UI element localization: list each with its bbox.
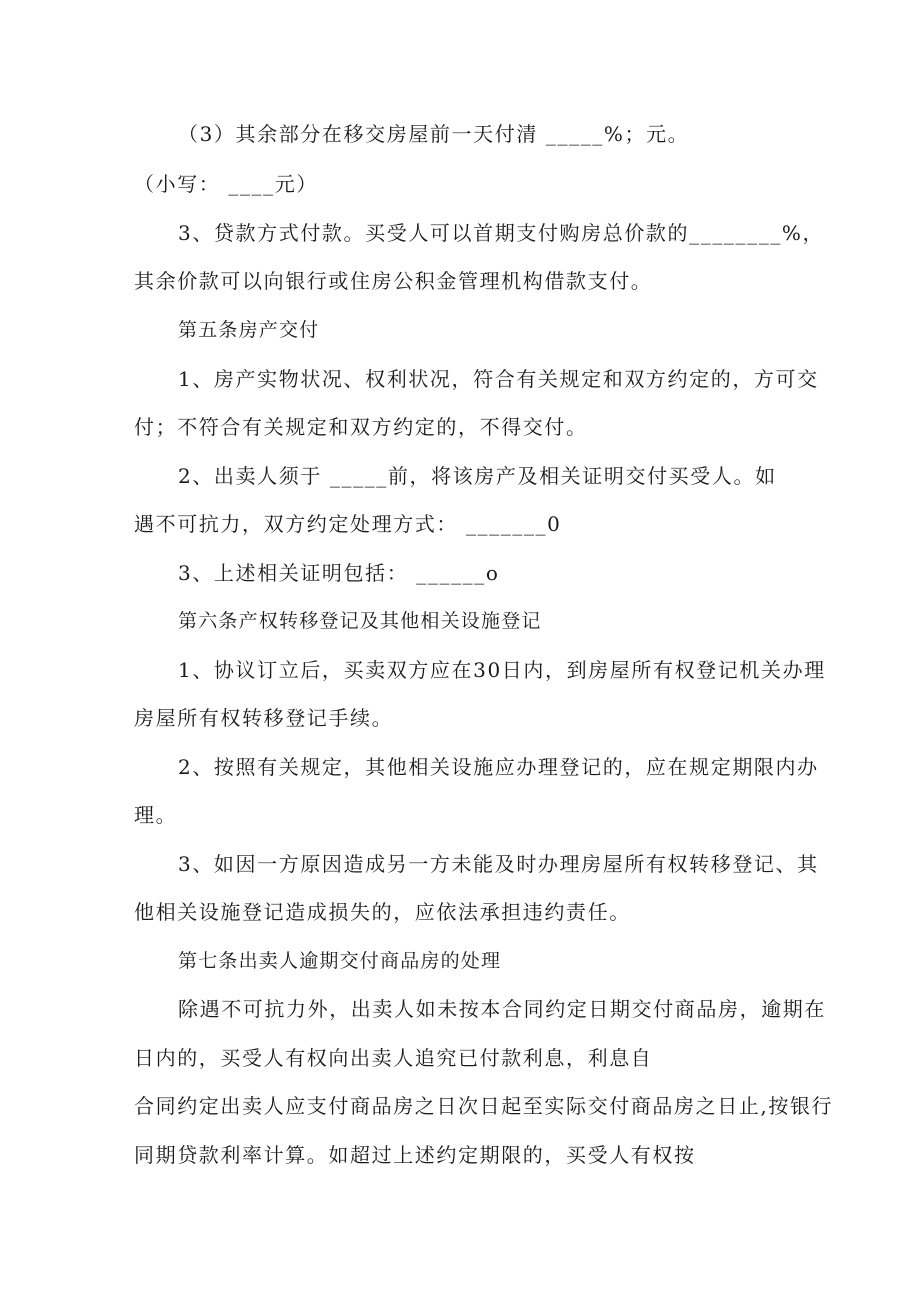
clause-4-2-3-lowercase-amount: （小写： ____元）: [134, 172, 318, 196]
clause-6-3: 3、如因一方原因造成另一方未能及时办理房屋所有权转移登记、其: [178, 852, 819, 876]
article-6-heading: 第六条产权转移登记及其他相关设施登记: [178, 610, 542, 632]
article-7-heading: 第七条出卖人逾期交付商品房的处理: [178, 950, 502, 972]
clause-5-1: 1、房产实物状况、权利状况，符合有关规定和双方约定的，方可交: [178, 367, 819, 391]
clause-4-3-loan-payment-cont: 其余价款可以向银行或住房公积金管理机构借款支付。: [134, 269, 653, 293]
article-7-para-line-2: 日内的，买受人有权向出卖人追究已付款利息，利息自: [134, 1046, 653, 1070]
clause-5-1-cont: 付；不符合有关规定和双方约定的，不得交付。: [134, 415, 588, 439]
clause-6-2: 2、按照有关规定，其他相关设施应办理登记的，应在规定期限内办: [178, 755, 819, 779]
clause-4-3-loan-payment: 3、贷款方式付款。买受人可以首期支付购房总价款的________%，: [178, 221, 825, 245]
clause-5-3: 3、上述相关证明包括： ______o: [178, 561, 500, 585]
clause-5-2-cont: 遇不可抗力，双方约定处理方式： _______0: [134, 512, 562, 536]
clause-6-1-cont: 房屋所有权转移登记手续。: [134, 706, 394, 730]
article-7-para-line-3: 合同约定出卖人应支付商品房之日次日起至实际交付商品房之日止,按银行: [134, 1094, 834, 1118]
clause-4-2-3-remaining-payment: （3）其余部分在移交房屋前一天付清 _____%；元。: [178, 122, 690, 146]
article-7-para-line-4: 同期贷款利率计算。如超过上述约定期限的，买受人有权按: [134, 1143, 696, 1167]
clause-6-2-cont: 理。: [134, 803, 178, 827]
clause-6-1: 1、协议订立后，买卖双方应在30日内，到房屋所有权登记机关办理: [178, 658, 826, 682]
article-5-heading: 第五条房产交付: [178, 319, 320, 341]
article-7-para-line-1: 除遇不可抗力外，出卖人如未按本合同约定日期交付商品房，逾期在: [178, 997, 826, 1021]
clause-6-3-cont: 他相关设施登记造成损失的，应依法承担违约责任。: [134, 900, 631, 924]
clause-5-2: 2、出卖人须于 _____前，将该房产及相关证明交付买受人。如: [178, 464, 777, 488]
